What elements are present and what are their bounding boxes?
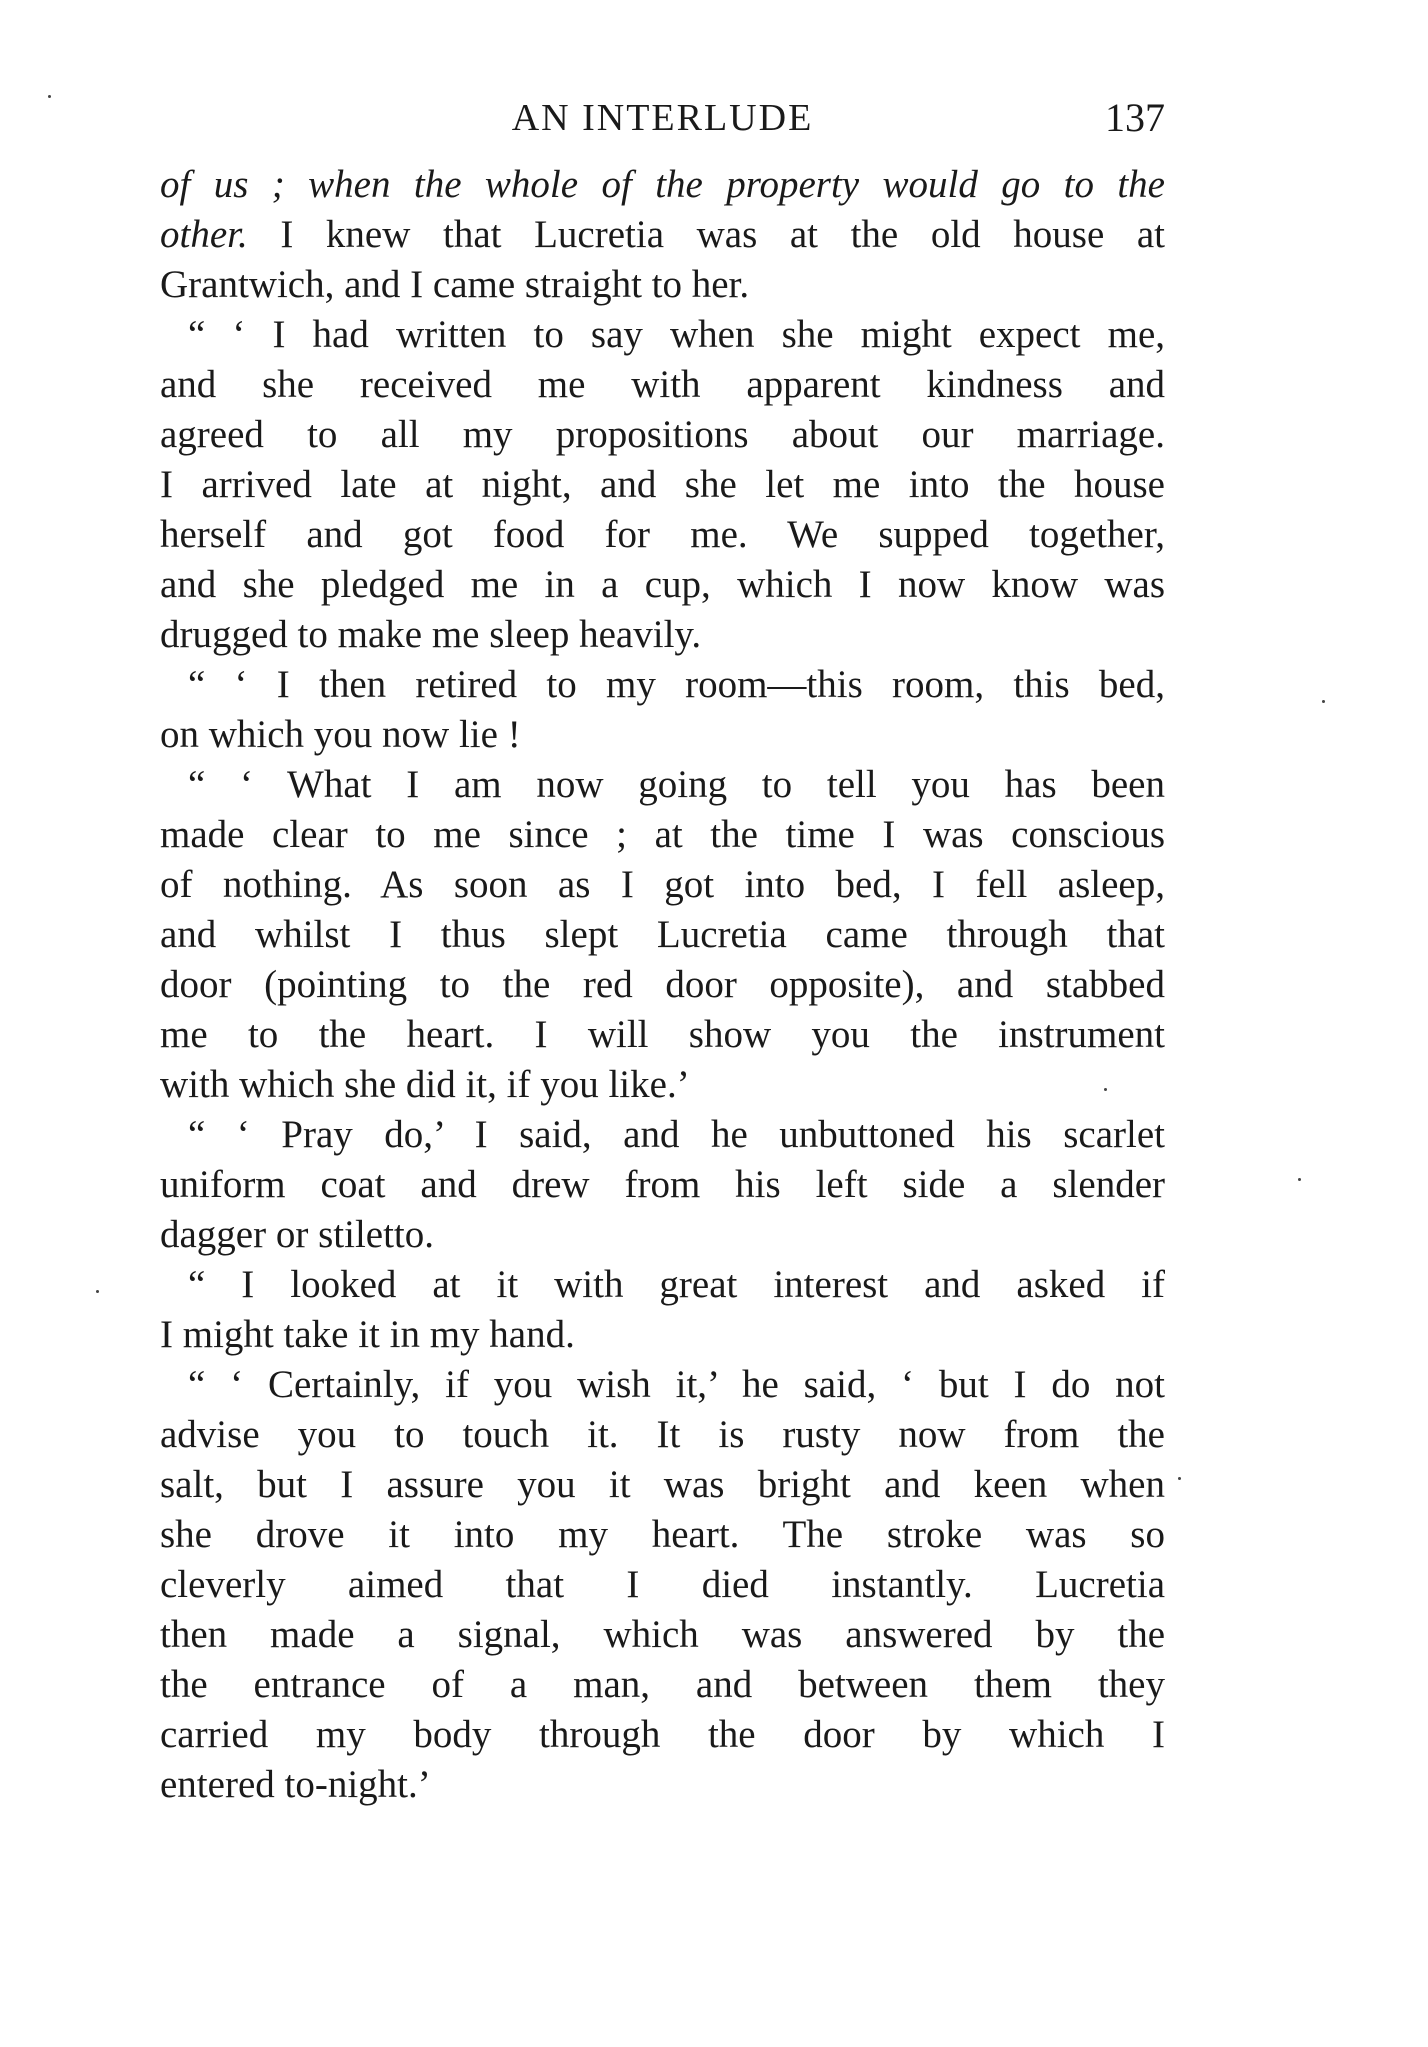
- line-text: I might take it in my hand.: [160, 1313, 575, 1356]
- line-text: and she received me with apparent kindness and: [160, 363, 1165, 406]
- line-text: and she pledged me in a cup, which I now know was: [160, 563, 1165, 606]
- text-line: [160, 1460, 1165, 1510]
- line-text: me to the heart. I will show you the instrument: [160, 1013, 1165, 1056]
- line-text: I arrived late at night, and she let me into the house: [160, 463, 1165, 506]
- scan-speck: [1178, 1477, 1181, 1480]
- scan-speck: [1322, 700, 1325, 703]
- line-text: “ ‘ Certainly, if you wish it,’ he said, ‘ but I do not: [188, 1363, 1165, 1406]
- text-line: [160, 1760, 1165, 1810]
- italic-text: other.: [160, 213, 248, 256]
- line-text: “ I looked at it with great interest and asked if: [188, 1263, 1165, 1306]
- line-text: “ ‘ I then retired to my room—this room, this bed,: [188, 663, 1165, 706]
- line-text: herself and got food for me. We supped together,: [160, 513, 1165, 556]
- line-text: cleverly aimed that I died instantly. Lucretia: [160, 1563, 1165, 1606]
- text-line: [160, 1310, 1165, 1360]
- line-text: entered to-night.’: [160, 1763, 431, 1806]
- line-text: agreed to all my propositions about our marriage.: [160, 413, 1165, 456]
- text-line: [160, 310, 1165, 360]
- line-text: the entrance of a man, and between them they: [160, 1663, 1165, 1706]
- text-line: [160, 410, 1165, 460]
- text-line: [160, 460, 1165, 510]
- line-text: drugged to make me sleep heavily.: [160, 613, 702, 656]
- scan-speck: [1104, 1088, 1107, 1091]
- text-line: [160, 1410, 1165, 1460]
- text-line: [160, 1010, 1165, 1060]
- text-line: [160, 960, 1165, 1010]
- text-line: [160, 1210, 1165, 1260]
- page-number: 137: [1105, 95, 1165, 140]
- text-line: [160, 860, 1165, 910]
- text-line: [160, 760, 1165, 810]
- running-title: AN INTERLUDE: [511, 97, 814, 139]
- text-line: [160, 1510, 1165, 1560]
- line-text: and whilst I thus slept Lucretia came through that: [160, 913, 1165, 956]
- line-text: “ ‘ I had written to say when she might expect me,: [188, 313, 1165, 356]
- text-line: [160, 810, 1165, 860]
- line-text: door (pointing to the red door opposite), and stabbed: [160, 963, 1165, 1006]
- line-text: Grantwich, and I came straight to her.: [160, 263, 750, 306]
- text-line: [160, 260, 1165, 310]
- scan-speck: [48, 95, 51, 98]
- line-text: she drove it into my heart. The stroke was so: [160, 1513, 1165, 1556]
- line-text: advise you to touch it. It is rusty now from the: [160, 1413, 1165, 1456]
- text-line: [160, 610, 1165, 660]
- line-text: I knew that Lucretia was at the old house at: [247, 213, 1165, 256]
- text-line: [160, 1160, 1165, 1210]
- text-line: [160, 210, 1165, 260]
- scan-speck: [96, 1290, 99, 1293]
- line-text: dagger or stiletto.: [160, 1213, 435, 1256]
- text-line: [160, 1060, 1165, 1110]
- line-text: made clear to me since ; at the time I was conscious: [160, 813, 1165, 856]
- text-line: [160, 710, 1165, 760]
- scan-speck: [1298, 1178, 1301, 1181]
- line-text: “ ‘ What I am now going to tell you has been: [188, 763, 1165, 806]
- body-text: [160, 160, 1165, 1810]
- text-line: [160, 910, 1165, 960]
- text-line: [160, 1360, 1165, 1410]
- page-header: [160, 88, 1165, 148]
- text-line: [160, 660, 1165, 710]
- text-line: [160, 560, 1165, 610]
- line-text: on which you now lie !: [160, 713, 521, 756]
- line-text: with which she did it, if you like.’: [160, 1063, 690, 1106]
- italic-text: of us ; when the whole of the property would go to the: [160, 163, 1165, 206]
- text-line: [160, 360, 1165, 410]
- line-text: uniform coat and drew from his left side a slender: [160, 1163, 1165, 1206]
- line-text: salt, but I assure you it was bright and keen when: [160, 1463, 1165, 1506]
- line-text: then made a signal, which was answered by the: [160, 1613, 1165, 1656]
- text-line: [160, 1260, 1165, 1310]
- line-text: carried my body through the door by which I: [160, 1713, 1165, 1756]
- line-text: of nothing. As soon as I got into bed, I fell asleep,: [160, 863, 1165, 906]
- text-line: [160, 1560, 1165, 1610]
- text-line: [160, 1110, 1165, 1160]
- text-line: [160, 1610, 1165, 1660]
- text-line: [160, 160, 1165, 210]
- line-text: “ ‘ Pray do,’ I said, and he unbuttoned his scarlet: [188, 1113, 1165, 1156]
- text-line: [160, 1710, 1165, 1760]
- text-line: [160, 1660, 1165, 1710]
- text-line: [160, 510, 1165, 560]
